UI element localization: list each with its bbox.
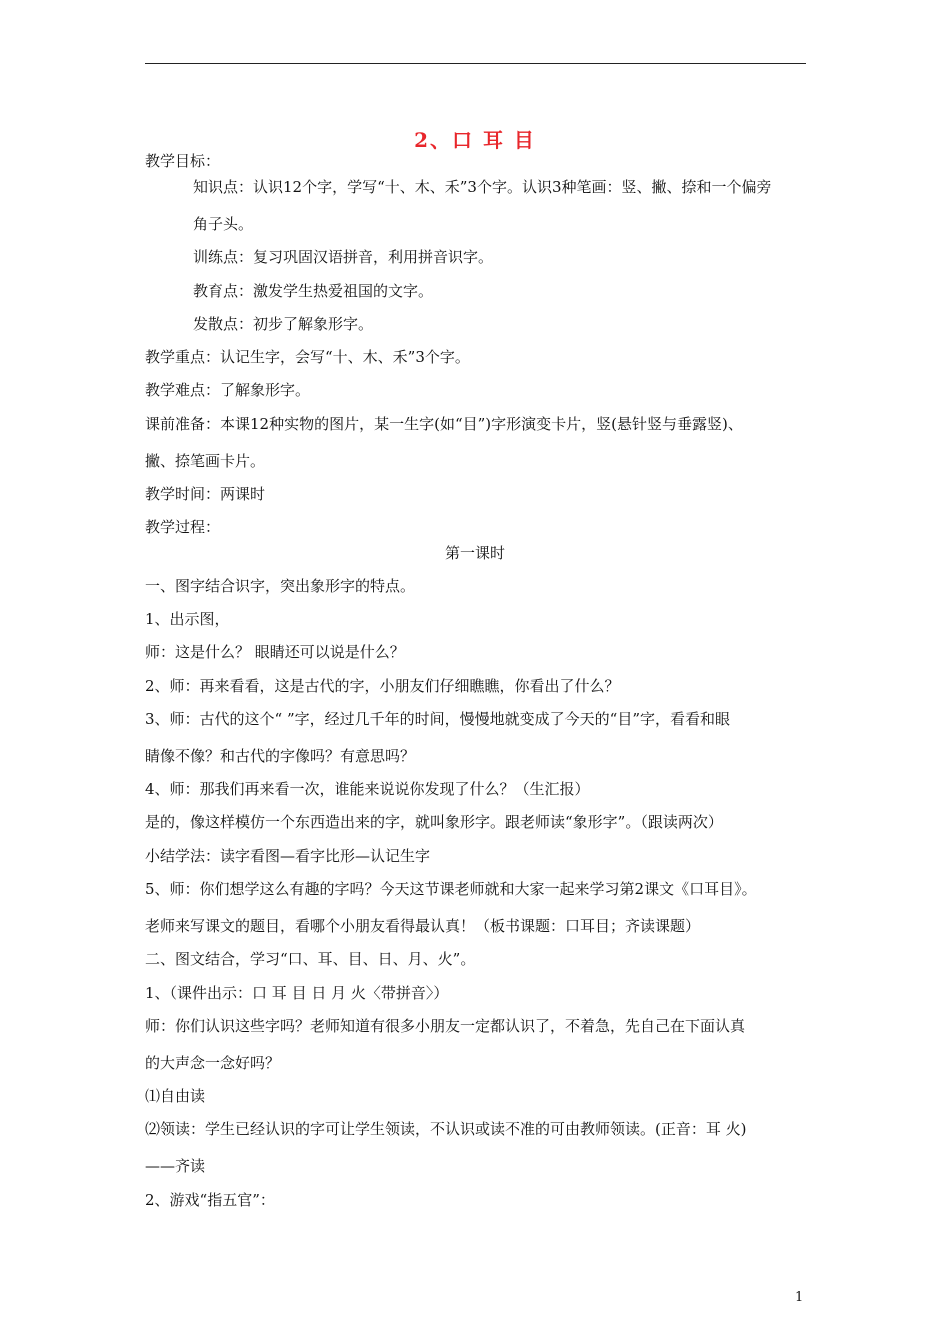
text-line: 老师来写课文的题目，看哪个小朋友看得最认真！（板书课题：口耳目；齐读课题） [145,917,701,935]
text-line: 的大声念一念好吗？ [145,1054,281,1072]
text-line: 课前准备：本课12种实物的图片，某一生字(如“目”)字形演变卡片，竖(悬针竖与垂露竖)、 [145,415,743,433]
header-rule [145,63,806,64]
text-line: 教学过程： [145,518,221,536]
text-line: 知识点：认识12个字，学写“十、木、禾”3个字。认识3种笔画：竖、撇、捺和一个偏旁 [193,178,772,196]
text-line: 二、图文结合，学习“口、耳、目、日、月、火”。 [145,950,476,968]
text-line: 1、出示图， [145,610,230,628]
text-line: ⑵领读：学生已经认识的字可让学生领读，不认识或读不准的可由教师领读。(正音：耳 火) [145,1120,747,1138]
text-line: 师：这是什么？ 眼睛还可以说是什么？ [145,643,405,661]
text-line: 撇、捺笔画卡片。 [145,452,266,470]
text-line: 训练点：复习巩固汉语拼音，利用拼音识字。 [193,248,494,266]
text-line: 小结学法：读字看图—看字比形—认记生字 [145,847,431,865]
text-line: 教学重点：认记生字，会写“十、木、禾”3个字。 [145,348,470,366]
text-line: 教学时间：两课时 [145,485,266,503]
text-line: 4、师：那我们再来看一次，谁能来说说你发现了什么？（生汇报） [145,780,590,798]
text-line: 是的，像这样模仿一个东西造出来的字，就叫象形字。跟老师读“象形字”。（跟读两次） [145,813,723,831]
text-line: 睛像不像？和古代的字像吗？有意思吗？ [145,747,416,765]
text-line: 角子头。 [193,215,254,233]
text-line: 5、师：你们想学这么有趣的字吗？今天这节课老师就和大家一起来学习第2课文《口耳目》。 [145,880,757,898]
text-line: 一、图字结合识字，突出象形字的特点。 [145,577,416,595]
text-line: 2、师：再来看看，这是古代的字，小朋友们仔细瞧瞧，你看出了什么？ [145,677,620,695]
text-line: 发散点：初步了解象形字。 [193,315,374,333]
text-line: 教育点：激发学生热爱祖国的文字。 [193,282,434,300]
text-line: 师：你们认识这些字吗？老师知道有很多小朋友一定都认识了，不着急，先自己在下面认真 [145,1017,746,1035]
text-line: 教学目标： [145,152,221,170]
page-title: 2、口 耳 目 [414,128,536,152]
text-line: ——齐读 [145,1157,206,1175]
section-heading: 第一课时 [444,544,505,562]
text-line: ⑴自由读 [145,1087,206,1105]
text-line: 3、师：古代的这个“ ”字，经过几千年的时间，慢慢地就变成了今天的“目”字，看看和眼 [145,710,730,728]
text-line: 教学难点：了解象形字。 [145,381,311,399]
text-line: 2、游戏“指五官”： [145,1191,275,1209]
page-number: 1 [795,1290,804,1305]
text-line: 1、（课件出示：口 耳 目 日 月 火〈带拼音〉） [145,984,449,1002]
